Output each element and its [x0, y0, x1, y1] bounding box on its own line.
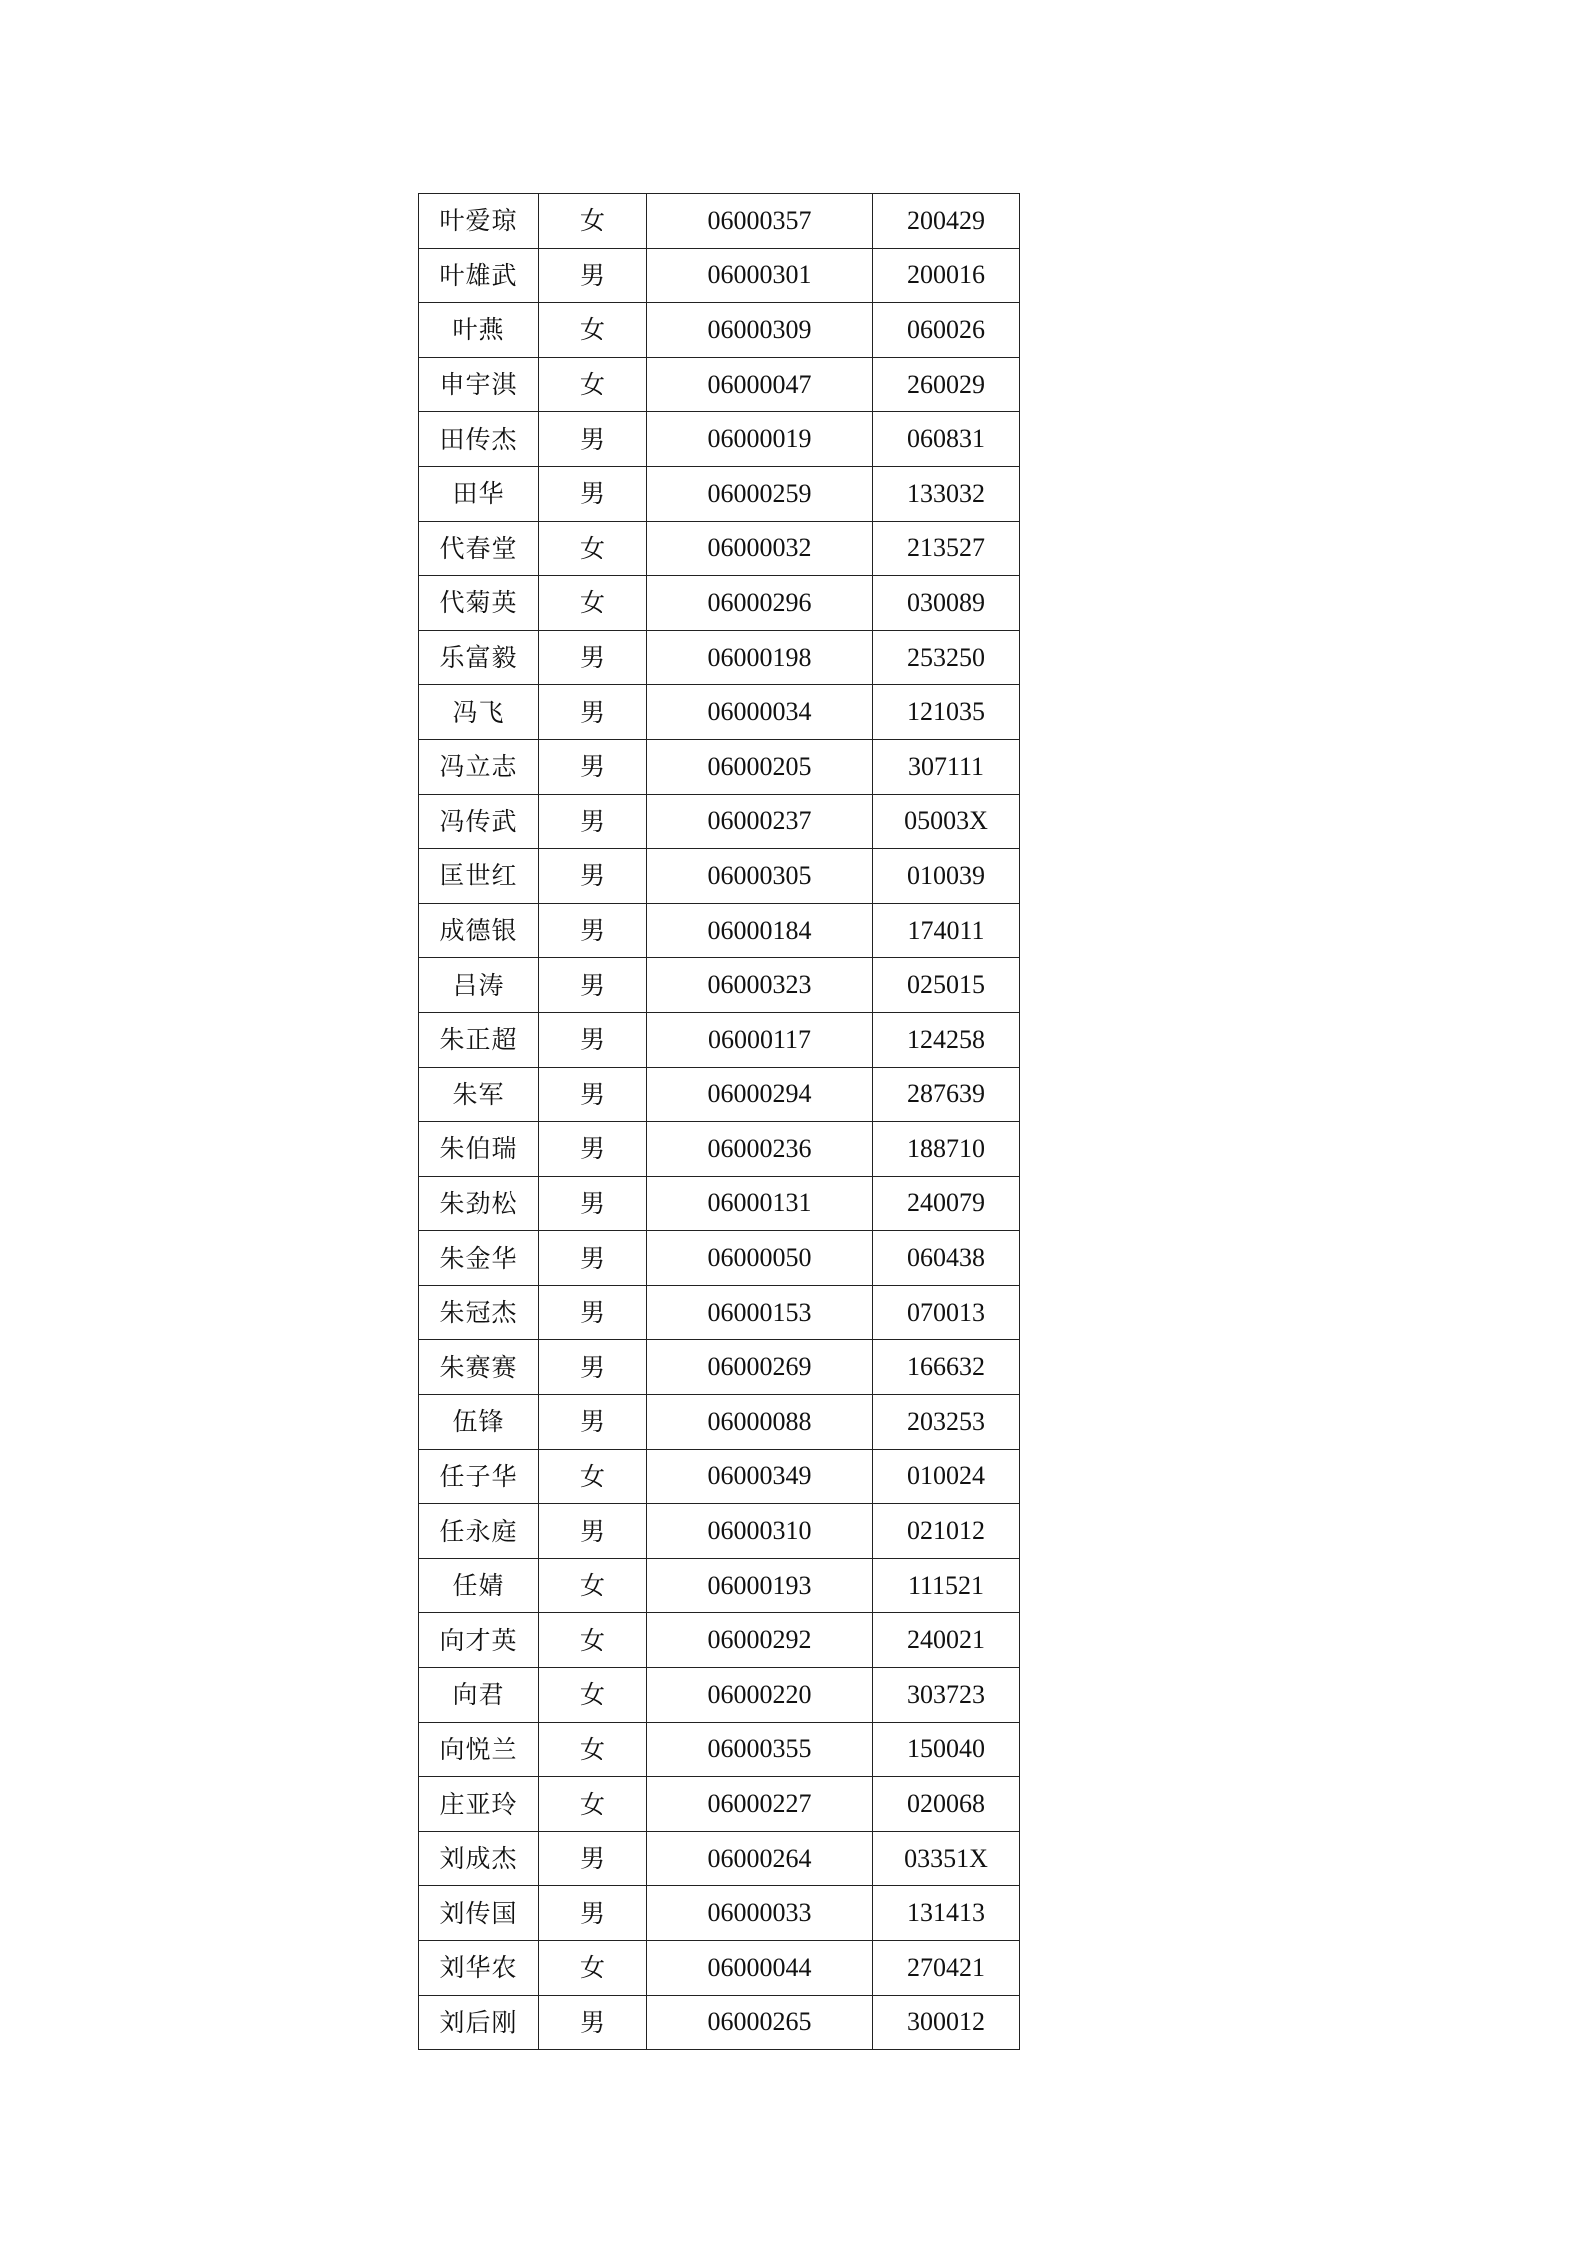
name-cell: 田华: [419, 466, 539, 521]
exam-number-cell: 06000047: [647, 357, 873, 412]
exam-number-cell: 06000220: [647, 1668, 873, 1723]
gender-cell: 男: [539, 1176, 647, 1231]
gender-cell: 男: [539, 248, 647, 303]
gender-cell: 女: [539, 576, 647, 631]
table-row: [419, 1558, 1020, 1613]
gender-cell: 男: [539, 1831, 647, 1886]
id-number-cell: 300012: [873, 1995, 1020, 2050]
gender-cell: 男: [539, 1231, 647, 1286]
exam-number-cell: 06000236: [647, 1122, 873, 1177]
exam-number-cell: 06000033: [647, 1886, 873, 1941]
id-number-cell: 133032: [873, 466, 1020, 521]
name-cell: 任永庭: [419, 1504, 539, 1559]
table-row: [419, 521, 1020, 576]
gender-cell: 女: [539, 1777, 647, 1832]
gender-cell: 男: [539, 412, 647, 467]
roster-table: [418, 193, 1020, 2050]
name-cell: 叶燕: [419, 303, 539, 358]
name-cell: 匡世红: [419, 849, 539, 904]
name-cell: 申宇淇: [419, 357, 539, 412]
exam-number-cell: 06000237: [647, 794, 873, 849]
id-number-cell: 010039: [873, 849, 1020, 904]
name-cell: 刘传国: [419, 1886, 539, 1941]
table-row: [419, 1831, 1020, 1886]
table-row: [419, 685, 1020, 740]
gender-cell: 男: [539, 685, 647, 740]
gender-cell: 男: [539, 1067, 647, 1122]
exam-number-cell: 06000301: [647, 248, 873, 303]
id-number-cell: 200016: [873, 248, 1020, 303]
gender-cell: 男: [539, 1886, 647, 1941]
id-number-cell: 121035: [873, 685, 1020, 740]
exam-number-cell: 06000198: [647, 630, 873, 685]
gender-cell: 男: [539, 1012, 647, 1067]
name-cell: 朱正超: [419, 1012, 539, 1067]
exam-number-cell: 06000044: [647, 1941, 873, 1996]
exam-number-cell: 06000265: [647, 1995, 873, 2050]
name-cell: 刘后刚: [419, 1995, 539, 2050]
id-number-cell: 025015: [873, 958, 1020, 1013]
exam-number-cell: 06000292: [647, 1613, 873, 1668]
table-row: [419, 1067, 1020, 1122]
exam-number-cell: 06000310: [647, 1504, 873, 1559]
table-row: [419, 1012, 1020, 1067]
name-cell: 田传杰: [419, 412, 539, 467]
exam-number-cell: 06000264: [647, 1831, 873, 1886]
exam-number-cell: 06000269: [647, 1340, 873, 1395]
table-row: [419, 357, 1020, 412]
exam-number-cell: 06000117: [647, 1012, 873, 1067]
id-number-cell: 021012: [873, 1504, 1020, 1559]
gender-cell: 女: [539, 1558, 647, 1613]
table-row: [419, 466, 1020, 521]
exam-number-cell: 06000019: [647, 412, 873, 467]
gender-cell: 男: [539, 849, 647, 904]
table-row: [419, 1176, 1020, 1231]
gender-cell: 男: [539, 739, 647, 794]
id-number-cell: 070013: [873, 1285, 1020, 1340]
gender-cell: 女: [539, 303, 647, 358]
gender-cell: 女: [539, 1613, 647, 1668]
exam-number-cell: 06000205: [647, 739, 873, 794]
gender-cell: 男: [539, 466, 647, 521]
name-cell: 向君: [419, 1668, 539, 1723]
name-cell: 冯飞: [419, 685, 539, 740]
table-row: [419, 412, 1020, 467]
id-number-cell: 303723: [873, 1668, 1020, 1723]
id-number-cell: 05003X: [873, 794, 1020, 849]
name-cell: 向悦兰: [419, 1722, 539, 1777]
name-cell: 代春堂: [419, 521, 539, 576]
gender-cell: 男: [539, 1995, 647, 2050]
exam-number-cell: 06000309: [647, 303, 873, 358]
table-row: [419, 1777, 1020, 1832]
name-cell: 任子华: [419, 1449, 539, 1504]
table-row: [419, 194, 1020, 249]
table-row: [419, 303, 1020, 358]
roster-table-body: [419, 194, 1020, 2050]
gender-cell: 女: [539, 1941, 647, 1996]
exam-number-cell: 06000355: [647, 1722, 873, 1777]
id-number-cell: 260029: [873, 357, 1020, 412]
table-row: [419, 1995, 1020, 2050]
table-row: [419, 630, 1020, 685]
gender-cell: 男: [539, 903, 647, 958]
name-cell: 叶雄武: [419, 248, 539, 303]
name-cell: 任婧: [419, 1558, 539, 1613]
gender-cell: 男: [539, 1340, 647, 1395]
gender-cell: 女: [539, 1722, 647, 1777]
gender-cell: 男: [539, 958, 647, 1013]
name-cell: 乐富毅: [419, 630, 539, 685]
name-cell: 朱伯瑞: [419, 1122, 539, 1177]
id-number-cell: 270421: [873, 1941, 1020, 1996]
id-number-cell: 307111: [873, 739, 1020, 794]
gender-cell: 男: [539, 1122, 647, 1177]
exam-number-cell: 06000193: [647, 1558, 873, 1613]
gender-cell: 男: [539, 1504, 647, 1559]
table-row: [419, 1941, 1020, 1996]
table-row: [419, 1886, 1020, 1941]
id-number-cell: 166632: [873, 1340, 1020, 1395]
gender-cell: 男: [539, 630, 647, 685]
exam-number-cell: 06000088: [647, 1395, 873, 1450]
exam-number-cell: 06000357: [647, 194, 873, 249]
exam-number-cell: 06000153: [647, 1285, 873, 1340]
id-number-cell: 203253: [873, 1395, 1020, 1450]
name-cell: 成德银: [419, 903, 539, 958]
exam-number-cell: 06000227: [647, 1777, 873, 1832]
gender-cell: 男: [539, 1395, 647, 1450]
table-row: [419, 1285, 1020, 1340]
table-row: [419, 739, 1020, 794]
name-cell: 代菊英: [419, 576, 539, 631]
id-number-cell: 060026: [873, 303, 1020, 358]
exam-number-cell: 06000184: [647, 903, 873, 958]
name-cell: 叶爱琼: [419, 194, 539, 249]
exam-number-cell: 06000305: [647, 849, 873, 904]
gender-cell: 女: [539, 194, 647, 249]
name-cell: 朱冠杰: [419, 1285, 539, 1340]
table-row: [419, 958, 1020, 1013]
name-cell: 冯传武: [419, 794, 539, 849]
table-row: [419, 1613, 1020, 1668]
id-number-cell: 253250: [873, 630, 1020, 685]
gender-cell: 女: [539, 357, 647, 412]
name-cell: 朱金华: [419, 1231, 539, 1286]
gender-cell: 女: [539, 1668, 647, 1723]
id-number-cell: 200429: [873, 194, 1020, 249]
name-cell: 刘成杰: [419, 1831, 539, 1886]
id-number-cell: 020068: [873, 1777, 1020, 1832]
table-row: [419, 1231, 1020, 1286]
name-cell: 刘华农: [419, 1941, 539, 1996]
table-row: [419, 1504, 1020, 1559]
exam-number-cell: 06000050: [647, 1231, 873, 1286]
name-cell: 冯立志: [419, 739, 539, 794]
name-cell: 庄亚玲: [419, 1777, 539, 1832]
id-number-cell: 287639: [873, 1067, 1020, 1122]
exam-number-cell: 06000032: [647, 521, 873, 576]
table-row: [419, 794, 1020, 849]
name-cell: 朱劲松: [419, 1176, 539, 1231]
name-cell: 朱军: [419, 1067, 539, 1122]
exam-number-cell: 06000294: [647, 1067, 873, 1122]
exam-number-cell: 06000296: [647, 576, 873, 631]
table-row: [419, 1668, 1020, 1723]
id-number-cell: 124258: [873, 1012, 1020, 1067]
table-row: [419, 1722, 1020, 1777]
gender-cell: 男: [539, 794, 647, 849]
id-number-cell: 030089: [873, 576, 1020, 631]
id-number-cell: 213527: [873, 521, 1020, 576]
name-cell: 伍锋: [419, 1395, 539, 1450]
exam-number-cell: 06000131: [647, 1176, 873, 1231]
table-row: [419, 1449, 1020, 1504]
exam-number-cell: 06000034: [647, 685, 873, 740]
id-number-cell: 131413: [873, 1886, 1020, 1941]
gender-cell: 女: [539, 1449, 647, 1504]
id-number-cell: 188710: [873, 1122, 1020, 1177]
table-row: [419, 1122, 1020, 1177]
id-number-cell: 150040: [873, 1722, 1020, 1777]
exam-number-cell: 06000349: [647, 1449, 873, 1504]
name-cell: 朱赛赛: [419, 1340, 539, 1395]
name-cell: 吕涛: [419, 958, 539, 1013]
table-row: [419, 248, 1020, 303]
gender-cell: 女: [539, 521, 647, 576]
exam-number-cell: 06000323: [647, 958, 873, 1013]
id-number-cell: 240021: [873, 1613, 1020, 1668]
table-row: [419, 903, 1020, 958]
id-number-cell: 240079: [873, 1176, 1020, 1231]
table-row: [419, 1340, 1020, 1395]
exam-number-cell: 06000259: [647, 466, 873, 521]
id-number-cell: 03351X: [873, 1831, 1020, 1886]
table-row: [419, 576, 1020, 631]
gender-cell: 男: [539, 1285, 647, 1340]
id-number-cell: 060831: [873, 412, 1020, 467]
id-number-cell: 060438: [873, 1231, 1020, 1286]
name-cell: 向才英: [419, 1613, 539, 1668]
id-number-cell: 174011: [873, 903, 1020, 958]
table-row: [419, 1395, 1020, 1450]
id-number-cell: 010024: [873, 1449, 1020, 1504]
table-row: [419, 849, 1020, 904]
id-number-cell: 111521: [873, 1558, 1020, 1613]
